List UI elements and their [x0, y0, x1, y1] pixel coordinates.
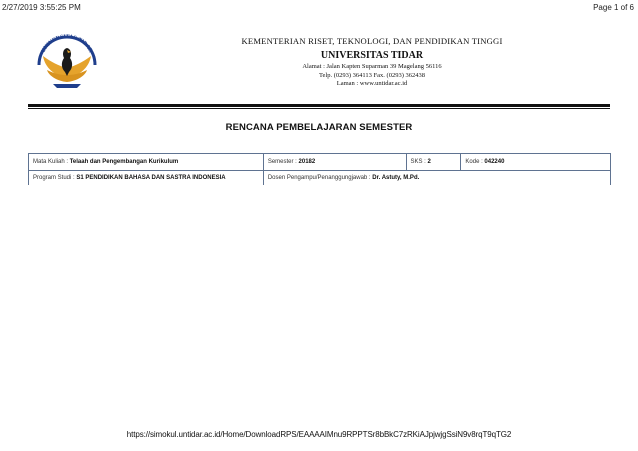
semester-cell: [263, 154, 406, 171]
course-cell: [29, 154, 264, 171]
website: Laman : www.untidar.ac.id: [336, 80, 408, 88]
table-row: [29, 154, 611, 171]
source-url: https://simokul.untidar.ac.id/Home/DownloadRPS/EAAAAIMnu9RPPTSr8bBkC7zRKiAJpjwjgSsiN9v8rqT9qTG2: [126, 430, 512, 439]
ministry-name: KEMENTERIAN RISET, TEKNOLOGI, DAN PENDIDIKAN TINGGI: [241, 36, 503, 46]
sks-cell: [406, 154, 461, 171]
program-cell: [29, 171, 264, 186]
code-value: 042240: [484, 159, 505, 165]
code-label: Kode :: [465, 159, 485, 165]
code-cell: [461, 154, 611, 171]
page-number: Page 1 of 6: [593, 3, 634, 12]
program-value: S1 PENDIDIKAN BAHASA DAN SASTRA INDONESIA: [76, 175, 226, 181]
logo-arc-text: UNIVERSITAS TIDAR: [40, 33, 94, 54]
semester-label: Semester :: [267, 159, 299, 165]
table-row: [29, 171, 611, 186]
document-title: RENCANA PEMBELAJARAN SEMESTER: [225, 122, 413, 133]
sks-label: SKS :: [410, 159, 428, 165]
address: Alamat : Jalan Kapten Suparman 39 Magelang 56116: [302, 63, 442, 71]
university-name: UNIVERSITAS TIDAR: [320, 49, 424, 61]
phone-fax: Telp. (0293) 364113 Fax. (0293) 362438: [319, 71, 425, 79]
program-label: Program Studi :: [33, 175, 77, 181]
course-info-table: [28, 153, 611, 185]
semester-value: 20182: [298, 159, 316, 165]
lecturer-value: Dr. Astuty, M.Pd.: [372, 175, 420, 181]
course-value: Telaah dan Pengembangan Kurikulum: [69, 159, 179, 165]
letterhead-divider-thin: [28, 108, 610, 109]
lecturer-cell: [263, 171, 610, 186]
print-datetime: 2/27/2019 3:55:25 PM: [2, 3, 81, 12]
course-label: Mata Kuliah :: [33, 159, 70, 165]
sks-value: 2: [427, 159, 431, 165]
letterhead-divider-thick: [28, 104, 610, 107]
university-logo: [33, 32, 101, 90]
lecturer-label: Dosen Pengampu/Penanggungjawab :: [267, 175, 373, 181]
letterhead: [215, 37, 529, 88]
